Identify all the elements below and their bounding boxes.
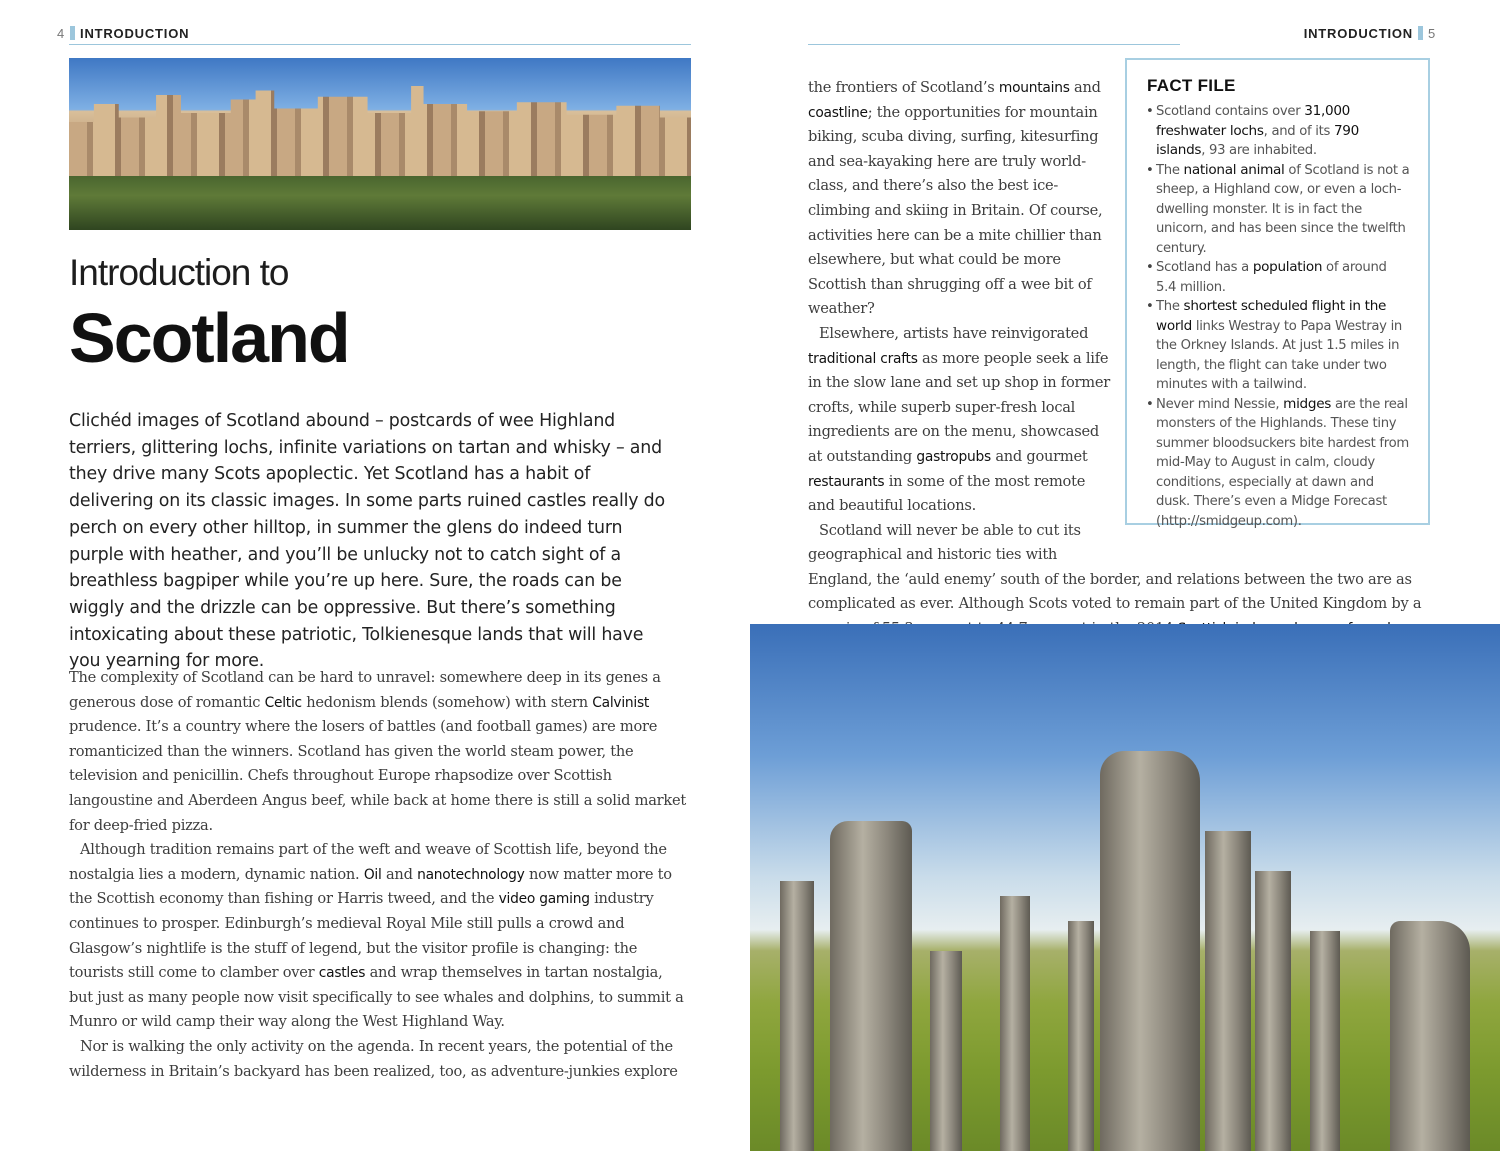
standing-stone <box>780 881 814 1151</box>
standing-stone <box>1390 921 1470 1151</box>
keyword: traditional crafts <box>808 350 918 367</box>
standing-stone <box>830 821 912 1151</box>
standing-stone <box>1100 751 1200 1151</box>
skyline-buildings <box>69 86 691 176</box>
keyword: Calvinist <box>592 694 650 711</box>
body-paragraph: The complexity of Scotland can be hard to unravel: somewhere deep in its genes a generous dose of romantic Celtic hedonism blends (somehow) with stern Calvinist prudence. It’s a country where the losers of battles (and football games) are more romanticized than the winners. Scotland has given the world steam power, the television and penicillin. Chefs throughout Europe rhapsodize over Scottish langoustine and Aberdeen Angus beef, while back at home there is still a solid market for deep-fried pizza. <box>69 669 686 834</box>
fact-item: • Scotland contains over 31,000 freshwater lochs, and of its 790 islands, 93 are inhabited. <box>1147 102 1410 161</box>
fact-item: • Scotland has a population of around 5.4 million. <box>1147 258 1410 297</box>
standing-stone <box>1255 871 1291 1151</box>
body-paragraph: Scotland will never be able to cut its geographical and historic ties with <box>808 521 1081 564</box>
body-paragraph: Nor is walking the only activity on the agenda. In recent years, the potential of the wilderness in Britain’s backyard has been realized, too, as adventure-junkies explore <box>69 1037 678 1080</box>
left-section-label: INTRODUCTION <box>80 26 190 41</box>
keyword: 31,000 freshwater lochs <box>1156 103 1351 139</box>
fact-file-title: FACT FILE <box>1147 76 1236 95</box>
right-page-number: 5 <box>1427 26 1436 41</box>
fact-file-box <box>1125 58 1430 529</box>
keyword: restaurants <box>808 473 885 490</box>
keyword: national animal <box>1183 161 1285 178</box>
keyword: gastropubs <box>916 448 991 465</box>
standing-stone <box>1205 831 1251 1151</box>
standing-stone <box>1068 921 1094 1151</box>
edinburgh-skyline-photo <box>69 58 691 230</box>
keyword: population <box>1252 259 1323 275</box>
left-running-header <box>57 26 189 44</box>
keyword: castles <box>318 965 366 982</box>
body-paragraph: England, the ‘auld enemy’ south of the border, and relations between the two are as complicated as ever. Although Scots voted to remain part of the United Kingdom by a <box>808 568 1430 642</box>
keyword: coastline <box>808 104 868 121</box>
body-paragraph: Elsewhere, artists have reinvigorated traditional crafts as more people seek a life in the slow lane and set up shop in former crofts, while superb super-fresh local ingredients are on the menu, showcased at outstanding gastropubs and gourmet restaurants in some of the most remote and beautiful locations. <box>808 324 1110 515</box>
fact-item: • Never mind Nessie, midges are the real monsters of the Highlands. These tiny summer bloodsuckers bite hardest from mid-May to August in calm, cloudy conditions, especially at dawn and dusk. There’s even a Midge Forecast (http://smidgeup.com). <box>1147 395 1410 532</box>
right-header-rule <box>808 44 1180 45</box>
standing-stone <box>1000 896 1030 1151</box>
keyword: video gaming <box>498 891 590 908</box>
title-scotland: Scotland <box>69 299 349 377</box>
keyword: shortest scheduled flight in the world <box>1156 298 1387 334</box>
standing-stone <box>1310 931 1340 1151</box>
standing-stones-photo <box>750 624 1500 1151</box>
keyword: mountains <box>998 80 1070 96</box>
body-paragraph: Although tradition remains part of the weft and weave of Scottish life, beyond the nostalgia lies a modern, dynamic nation. Oil and nanotechnology now matter more to the Scottish economy than fishing or Harris tweed, and the video gaming industry continues to prosper. Edinburgh’s medieval Royal Mile still pulls a crowd and Glasgow’s nightlife is the stuff of legend, but the visitor profile is changing: the tourists still come to clamber over castles and wrap themselves in tartan nostalgia, but just as many people now visit specifically to see whales and dolphins, to summit a Munro or wild camp their way along the West Highland Way. <box>69 841 684 1031</box>
fact-item: • The shortest scheduled flight in the world links Westray to Papa Westray in the Orkney Islands. At just 1.5 miles in length, the flight can take under two minutes with a tailwind. <box>1147 297 1410 395</box>
keyword: Celtic <box>264 694 302 711</box>
title-intro-line: Introduction to <box>69 252 289 293</box>
keyword: nanotechnology <box>417 866 525 883</box>
intro-paragraph: Clichéd images of Scotland abound – postcards of wee Highland terriers, glittering lochs, infinite variations on tartan and whisky – and they drive many Scots apoplectic. Yet Scotland has a habit of delivering on its classic images. In some parts ruined castles really do perch on every other hilltop, in summer the glens do indeed turn purple with heather, and you’ll be unlucky not to catch sight of a breathless bagpiper while you’re up here. Sure, the roads can be wiggly and the drizzle can be oppressive. But there’s something intoxicating about these patriotic, Tolkienesque lands that will have you yearning for more. <box>69 411 665 672</box>
left-body-text <box>69 666 689 1084</box>
header-accent-bar <box>70 26 75 40</box>
left-page-number: 4 <box>57 26 66 41</box>
right-section-label: INTRODUCTION <box>1303 26 1413 41</box>
standing-stone <box>930 951 962 1151</box>
right-running-header <box>1304 26 1436 44</box>
left-header-rule <box>69 44 691 45</box>
header-accent-bar <box>1418 26 1423 40</box>
fact-item: • The national animal of Scotland is not a sheep, a Highland cow, or even a loch-dwelling monster. It is in fact the unicorn, and has been since the twelfth century. <box>1147 161 1410 259</box>
keyword: 790 islands <box>1156 122 1359 158</box>
keyword: Oil <box>363 866 382 883</box>
keyword: midges <box>1283 395 1332 412</box>
body-paragraph: the frontiers of Scotland’s mountains and coastline; the opportunities for mountain biking, scuba diving, surfing, kitesurfing and sea-kayaking here are truly world-class, and there’s also the best ice-climbing and skiing in Britain. Of course, activities here can be a mite chillier than elsewhere, but what could be more Scottish than shrugging off a wee bit of weather? <box>808 79 1103 318</box>
fact-file-list <box>1147 102 1410 531</box>
